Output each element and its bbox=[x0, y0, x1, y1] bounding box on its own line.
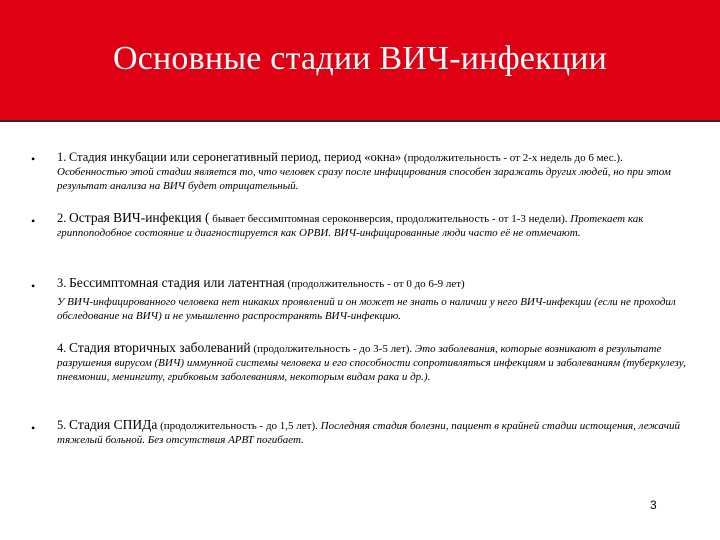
stage-duration: бывает бессимптомная сероконверсия, продолжительность - от 1-3 недели). bbox=[212, 213, 568, 225]
stage-item-3 bbox=[57, 276, 689, 323]
stage-duration: (продолжительность - до 1,5 лет). bbox=[160, 420, 318, 432]
stage-number: 1. bbox=[57, 150, 67, 164]
bullet-marker: • bbox=[31, 279, 36, 293]
stage-heading: Бессимптомная стадия или латентная bbox=[69, 275, 285, 290]
bullet-marker: • bbox=[31, 152, 36, 166]
slide-title: Основные стадии ВИЧ-инфекции bbox=[112, 40, 608, 77]
stage-description: Особенностью этой стадии является то, что человек сразу после инфицирования способен заражать других людей, но при этом результат анализа на ВИЧ будет отрицательный. bbox=[57, 166, 671, 192]
stage-duration: (продолжительность - от 0 до 6-9 лет) bbox=[287, 278, 465, 290]
stage-heading: Стадия вторичных заболеваний bbox=[69, 340, 251, 355]
stage-heading: Стадия СПИДа bbox=[69, 417, 158, 432]
stage-item-4 bbox=[57, 341, 689, 384]
stage-number: 2. bbox=[57, 211, 67, 225]
stage-heading: Стадия инкубации или серонегативный период, период «окна» bbox=[69, 150, 402, 164]
stage-description: Протекает как гриппоподобное состояние и диагностируется как ОРВИ. ВИЧ-инфицированные люди часто её не отмечают. bbox=[57, 213, 644, 239]
stage-description: Последняя стадия болезни, пациент в крайней стадии истощения, лежачий тяжелый больной. Без отсутствия АРВТ погибает. bbox=[57, 420, 680, 446]
slide-header bbox=[0, 0, 720, 122]
bullet-marker: • bbox=[31, 214, 36, 228]
stage-item-5 bbox=[57, 418, 689, 447]
page-number: 3 bbox=[650, 498, 657, 512]
stage-description: У ВИЧ-инфицированного человека нет никаких проявлений и он может не знать о наличии у него ВИЧ-инфекции (если не проходил обследование на ВИЧ) и не умышленно распространять ВИЧ-инфекцию. bbox=[57, 296, 676, 322]
stage-number: 4. bbox=[57, 341, 67, 355]
stage-item-1 bbox=[57, 150, 689, 193]
stage-heading: Острая ВИЧ-инфекция ( bbox=[69, 210, 210, 225]
stage-number: 5. bbox=[57, 418, 67, 432]
stage-number: 3. bbox=[57, 276, 67, 290]
stage-duration: (продолжительность - до 3-5 лет). bbox=[253, 343, 413, 355]
stage-item-2 bbox=[57, 211, 689, 240]
stage-duration: (продолжительность - от 2-х недель до 6 мес.). bbox=[403, 152, 623, 164]
stage-description: Это заболевания, которые возникают в результате разрушения вирусом (ВИЧ) иммунной системы человека и его способности сопротивляться инфекциям и заболеваниям (туберкулезу, пневмонии, менингиту, грибковым заболеваниям, некоторым видам рака и др.). bbox=[57, 343, 686, 383]
bullet-marker: • bbox=[31, 421, 36, 435]
